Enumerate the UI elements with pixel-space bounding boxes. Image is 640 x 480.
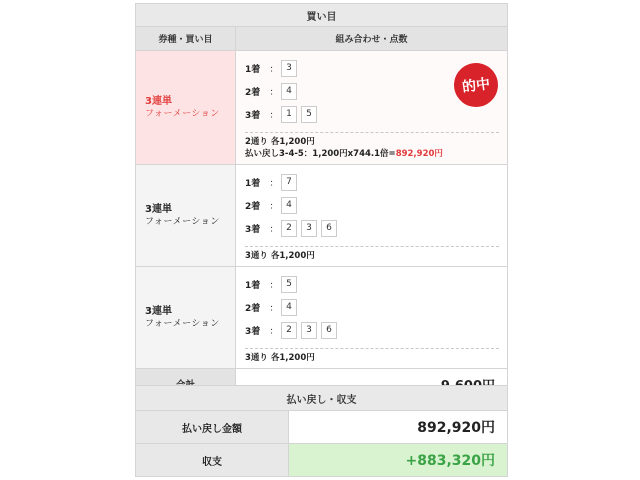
- second-place-label: 2着: [245, 304, 261, 314]
- first-place-line: [245, 273, 499, 296]
- bet-type-sub: フォーメーション: [145, 318, 220, 329]
- number-box: 2: [281, 322, 297, 339]
- payout-formula: 払い戻し3-4-5：1,200円x744.1倍=: [245, 149, 396, 159]
- colon: ：: [269, 327, 279, 337]
- colon: ：: [269, 65, 279, 75]
- bet-type-sub: フォーメーション: [145, 216, 220, 227]
- number-box: 3: [301, 220, 317, 237]
- colon: ：: [269, 111, 279, 121]
- third-place-label: 3着: [245, 225, 261, 235]
- third-place-line: [245, 103, 499, 126]
- first-place-label: 1着: [245, 281, 261, 291]
- bet-panel: [135, 3, 507, 400]
- first-place-label: 1着: [245, 179, 261, 189]
- bet-row: [136, 51, 508, 165]
- colon: ：: [269, 281, 279, 291]
- payout-line: [245, 148, 499, 160]
- payout-section-title: 払い戻し・収支: [136, 386, 508, 411]
- number-box: 2: [281, 220, 297, 237]
- second-place-line: [245, 194, 499, 217]
- bet-type-cell: [136, 165, 236, 267]
- colon: ：: [269, 304, 279, 314]
- payout-amount-value: 892,920円: [289, 411, 508, 444]
- third-place-label: 3着: [245, 327, 261, 337]
- bet-detail-cell: [236, 51, 508, 165]
- bet-type-cell: [136, 267, 236, 369]
- number-box: 4: [281, 299, 297, 316]
- dashed-divider: [245, 246, 499, 247]
- colon: ：: [269, 179, 279, 189]
- payout-amount-label: 払い戻し金額: [136, 411, 289, 444]
- bet-type-sub: フォーメーション: [145, 108, 220, 119]
- first-place-line: [245, 171, 499, 194]
- number-box: 4: [281, 83, 297, 100]
- third-place-label: 3着: [245, 111, 261, 121]
- bet-summary: 2通り 各1,200円: [245, 137, 315, 147]
- colon: ：: [269, 88, 279, 98]
- number-box: 5: [301, 106, 317, 123]
- bet-type-name: 3連単: [145, 203, 172, 215]
- colon: ：: [269, 202, 279, 212]
- number-box: 4: [281, 197, 297, 214]
- bet-detail-cell: [236, 165, 508, 267]
- hit-stamp-text: 的中: [461, 76, 492, 96]
- payout-row: [136, 411, 508, 444]
- second-place-label: 2着: [245, 88, 261, 98]
- first-place-label: 1着: [245, 65, 261, 75]
- number-box: 1: [281, 106, 297, 123]
- colon: ：: [269, 225, 279, 235]
- payout-panel: [135, 385, 507, 477]
- bet-table: [135, 3, 508, 400]
- col-header-combo: 組み合わせ・点数: [236, 27, 508, 51]
- second-place-label: 2着: [245, 202, 261, 212]
- dashed-divider: [245, 348, 499, 349]
- number-box: 6: [321, 220, 337, 237]
- dashed-divider: [245, 132, 499, 133]
- number-box: 7: [281, 174, 297, 191]
- payout-amount: 892,920円: [395, 149, 443, 159]
- col-header-type: 券種・買い目: [136, 27, 236, 51]
- third-place-line: [245, 319, 499, 342]
- third-place-line: [245, 217, 499, 240]
- bet-type-cell: [136, 51, 236, 165]
- bet-summary: 3通り 各1,200円: [245, 353, 315, 363]
- balance-value: +883,320円: [289, 444, 508, 477]
- second-place-line: [245, 296, 499, 319]
- bet-type-name: 3連単: [145, 305, 172, 317]
- balance-label: 収支: [136, 444, 289, 477]
- bet-row: [136, 267, 508, 369]
- balance-row: [136, 444, 508, 477]
- bet-row: [136, 165, 508, 267]
- bet-type-name: 3連単: [145, 95, 172, 107]
- bet-detail-cell: [236, 267, 508, 369]
- bet-section-title: 買い目: [136, 4, 508, 27]
- number-box: 5: [281, 276, 297, 293]
- payout-table: [135, 385, 508, 477]
- number-box: 3: [301, 322, 317, 339]
- number-box: 3: [281, 60, 297, 77]
- bet-summary: 3通り 各1,200円: [245, 251, 315, 261]
- number-box: 6: [321, 322, 337, 339]
